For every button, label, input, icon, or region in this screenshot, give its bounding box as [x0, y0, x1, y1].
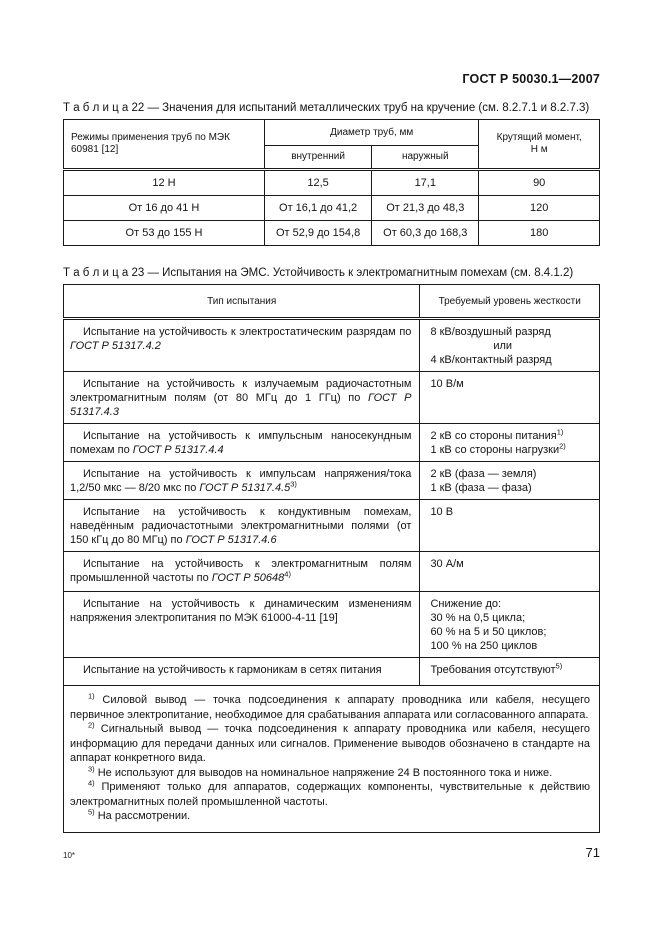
severity-level-line: [430, 325, 593, 339]
text-segment: Требования отсутствуют: [430, 664, 556, 676]
text-segment: 8 кВ/воздушный разряд: [430, 326, 551, 338]
emc-test-table: [63, 284, 600, 833]
test-type-cell: [64, 462, 420, 500]
torsion-table-cell: 90: [479, 170, 600, 196]
test-type-cell: [64, 500, 420, 552]
torsion-table-cell: 12,5: [265, 170, 372, 196]
emc-table-row: [64, 592, 600, 658]
footnote-marker: 3): [88, 763, 95, 773]
footnote-marker: 1): [556, 427, 564, 437]
emc-table-row: [64, 424, 600, 462]
text-segment: 60 % на 5 и 50 циклов;: [430, 626, 547, 638]
standard-reference-text: ГОСТ Р 51317.4.5: [199, 482, 291, 494]
torsion-table-body: [64, 170, 600, 246]
text-segment: Испытание на устойчивость к гармоникам в сетях питания: [83, 664, 382, 676]
footnote-marker: 5): [88, 807, 95, 817]
text-segment: или: [493, 340, 513, 352]
severity-level-line: [430, 611, 593, 625]
emc-table-row: [64, 500, 600, 552]
severity-level-line: [430, 377, 593, 391]
text-segment: 100 % на 250 циклов: [430, 640, 538, 652]
severity-level-cell: [420, 658, 600, 686]
severity-level-line: [430, 353, 593, 367]
text-segment: Снижение до:: [430, 598, 502, 610]
footnote-marker: 4): [284, 569, 291, 579]
column-header-outer-diameter: наружный: [372, 146, 479, 170]
severity-level-line: [430, 505, 593, 519]
footnote-marker: 2): [559, 441, 566, 451]
emc-table-row: [64, 658, 600, 686]
test-type-cell: [64, 658, 420, 686]
footnote-marker: 1): [88, 691, 95, 701]
footnote-marker: 3): [290, 479, 297, 489]
column-header-inner-diameter: внутренний: [265, 146, 372, 170]
torsion-table-cell: От 53 до 155 Н: [64, 221, 265, 246]
page-content: [63, 101, 600, 833]
severity-level-line: [430, 429, 593, 443]
torsion-table-cell: От 60,3 до 168,3: [372, 221, 479, 246]
text-segment: Испытание на устойчивость к электромагнитным полям промышленной частоты по: [70, 558, 412, 584]
text-segment: Испытание на устойчивость к импульсам напряжения/тока 1,2/50 мкс — 8/20 мкс по: [70, 468, 412, 494]
severity-level-cell: [420, 372, 600, 424]
severity-level-line: [430, 481, 593, 495]
footnote: [70, 722, 590, 766]
footnote-marker: 2): [88, 720, 95, 730]
footnotes-row: [64, 686, 600, 833]
torsion-test-table: [63, 119, 600, 246]
severity-level-cell: [420, 424, 600, 462]
page-number: 71: [585, 845, 600, 860]
text-segment: Применяют только для аппаратов, содержащих компоненты, чувствительные к действию электромагнитных полей промышленной частоты.: [70, 781, 590, 808]
severity-level-line: [430, 557, 593, 571]
text-segment: Сигнальный вывод — точка подсоединения к аппарату проводника или кабеля, несущего информацию для передачи данных или сигналов. Применение выводов обозначено в стандарте на аппарат конкретного вида.: [70, 723, 590, 764]
text-segment: 1 кВ (фаза — фаза): [430, 482, 532, 494]
footnote: [70, 809, 590, 824]
emc-table-row: [64, 462, 600, 500]
text-segment: 10 В: [430, 506, 454, 518]
severity-level-line: [430, 597, 593, 611]
test-type-cell: [64, 592, 420, 658]
text-segment: 30 % на 0,5 цикла;: [430, 612, 526, 624]
torsion-table-cell: От 16 до 41 Н: [64, 196, 265, 221]
text-segment: 10 В/м: [430, 378, 464, 390]
severity-level-cell: [420, 500, 600, 552]
column-header-tube-modes: Режимы применения труб по МЭК 60981 [12]: [64, 120, 265, 170]
standard-reference: ГОСТ Р 50030.1—2007: [462, 72, 600, 86]
torque-header-line1: Крутящий момент,: [496, 132, 582, 143]
text-segment: Испытание на устойчивость к импульсным наносекундным помехам по: [70, 430, 412, 456]
footnotes-list: [70, 693, 590, 824]
text-segment: 4 кВ/контактный разряд: [430, 354, 552, 366]
text-segment: Испытание на устойчивость к динамическим изменениям напряжения электропитания по МЭК 61000-4-11 [19]: [70, 598, 412, 624]
text-segment: 2 кВ (фаза — земля): [430, 468, 537, 480]
column-header-diameter: Диаметр труб, мм: [265, 120, 479, 146]
page-footer: [63, 845, 600, 860]
torsion-table-cell: От 16,1 до 41,2: [265, 196, 372, 221]
standard-reference-text: ГОСТ Р 51317.4.3: [70, 392, 412, 418]
footnote-marker: 5): [555, 661, 563, 671]
torsion-table-cell: 180: [479, 221, 600, 246]
emc-table-row: [64, 552, 600, 592]
column-header-severity-level: Требуемый уровень жесткости: [420, 285, 600, 319]
text-segment: Испытание на устойчивость к излучаемым радиочастотным электромагнитным полям (от 80 МГц до 1 ГГц) по: [70, 378, 412, 404]
column-header-test-type: Тип испытания: [64, 285, 420, 319]
torsion-table-cell: 120: [479, 196, 600, 221]
standard-reference-text: ГОСТ Р 51317.4.4: [132, 444, 224, 456]
severity-level-cell: [420, 462, 600, 500]
standard-reference-text: ГОСТ Р 51317.4.6: [185, 534, 277, 546]
torsion-table-cell: От 52,9 до 154,8: [265, 221, 372, 246]
severity-level-line: [430, 467, 593, 481]
emc-table-footnotes-section: [64, 686, 600, 833]
footnotes-cell: [64, 686, 600, 833]
signature-mark: 10*: [63, 851, 76, 860]
text-segment: На рассмотрении.: [94, 810, 191, 822]
severity-level-line: [430, 625, 593, 639]
torsion-table-header: [64, 120, 600, 170]
text-segment: Испытание на устойчивость к электростатическим разрядам по: [83, 326, 412, 338]
severity-level-line: [430, 663, 593, 677]
severity-level-cell: [420, 319, 600, 372]
standard-reference-text: ГОСТ Р 51317.4.2: [70, 340, 161, 352]
text-segment: Силовой вывод — точка подсоединения к аппарату проводника или кабеля, несущего первичное электропитание, необходимое для срабатывания аппарата или согласованного аппарата.: [70, 694, 590, 721]
footnote-marker: 4): [88, 778, 95, 788]
torque-header-line2: Н м: [530, 144, 548, 155]
text-segment: Не используют для выводов на номинальное напряжение 24 В постоянного тока и ниже.: [94, 766, 553, 779]
emc-table-row: [64, 372, 600, 424]
torsion-table-row: [64, 196, 600, 221]
table23-title: Т а б л и ц а 23 — Испытания на ЭМС. Устойчивость к электромагнитным помехам (см. 8.4.1.2): [63, 267, 574, 279]
test-type-cell: [64, 372, 420, 424]
text-segment: 30 А/м: [430, 558, 464, 570]
test-type-cell: [64, 552, 420, 592]
text-segment: Испытание на устойчивость к кондуктивным помехам, наведённым радиочастотными электромагнитными полями (от 150 кГц до 80 МГц) по: [70, 506, 412, 546]
severity-level-cell: [420, 592, 600, 658]
severity-level-line: [430, 443, 593, 457]
footnote: [70, 693, 590, 722]
emc-table-body: [64, 319, 600, 686]
footnote: [70, 780, 590, 809]
severity-level-cell: [420, 552, 600, 592]
standard-reference-text: ГОСТ Р 50648: [211, 572, 285, 584]
column-header-torque: [479, 120, 600, 170]
torsion-table-row: [64, 170, 600, 196]
text-segment: 1 кВ со стороны нагрузки: [430, 444, 560, 456]
torsion-table-row: [64, 221, 600, 246]
torsion-table-cell: От 21,3 до 48,3: [372, 196, 479, 221]
severity-level-line: [430, 639, 593, 653]
test-type-cell: [64, 424, 420, 462]
test-type-cell: [64, 319, 420, 372]
severity-level-line: [430, 339, 593, 353]
emc-table-header: [64, 285, 600, 319]
emc-table-row: [64, 319, 600, 372]
text-segment: 2 кВ со стороны питания: [430, 430, 557, 442]
torsion-table-cell: 12 Н: [64, 170, 265, 196]
torsion-table-cell: 17,1: [372, 170, 479, 196]
footnote: [70, 763, 590, 781]
table22-title: Т а б л и ц а 22 — Значения для испытаний металлических труб на кручение (см. 8.2.7.1 и 8.2.7.3): [63, 102, 590, 114]
